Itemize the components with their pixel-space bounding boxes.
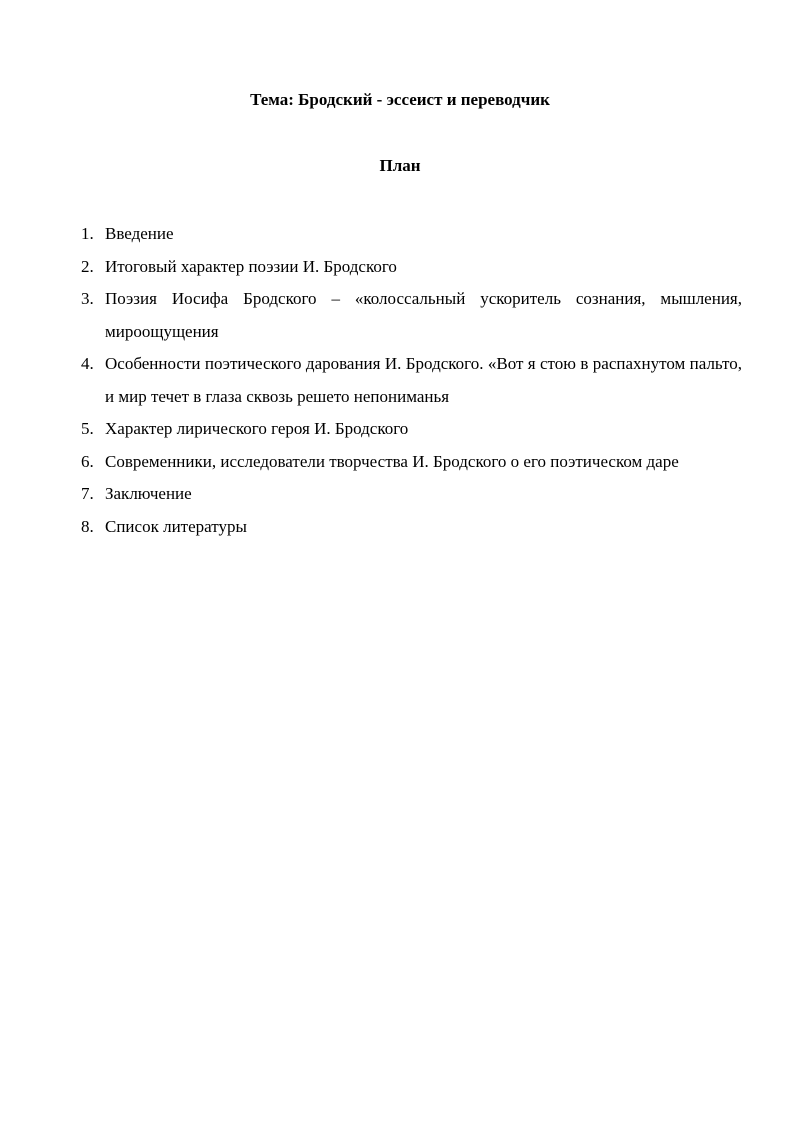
plan-item-5 (81, 413, 742, 446)
plan-item-text: Современники, исследователи творчества И. Бродского о его поэтическом даре (105, 451, 679, 471)
plan-item-text: Список литературы (105, 516, 247, 536)
plan-item-text: Характер лирического героя И. Бродского (105, 419, 409, 438)
plan-item-8 (81, 511, 742, 544)
plan-item-text: Особенности поэтического дарования И. Бродского. «Вот я стою в распахнутом пальто, и мир течет в глаза сквозь решето непониманья (105, 354, 742, 406)
plan-item-number: 5. (81, 419, 94, 438)
plan-item-number: 7. (81, 484, 94, 503)
plan-item-7 (81, 478, 742, 511)
plan-item-number: 4. (81, 354, 94, 373)
plan-list (81, 218, 742, 543)
plan-heading: План (379, 156, 421, 175)
plan-item-number: 8. (81, 516, 94, 536)
document-title: Тема: Бродский - эссеист и переводчик (250, 90, 550, 109)
plan-item-text: Итоговый характер поэзии И. Бродского (105, 256, 397, 276)
plan-item-1 (81, 218, 742, 251)
plan-item-number: 3. (81, 289, 94, 308)
plan-item-4 (81, 348, 742, 413)
plan-item-number: 6. (81, 451, 94, 471)
plan-item-text: Введение (105, 224, 174, 243)
plan-item-3 (81, 283, 742, 348)
plan-item-text: Поэзия Иосифа Бродского – «колоссальный ускоритель сознания, мышления, мироощущения (105, 289, 742, 341)
plan-item-number: 1. (81, 224, 94, 243)
plan-item-text: Заключение (105, 484, 192, 503)
plan-item-6 (81, 446, 742, 479)
plan-item-number: 2. (81, 256, 94, 276)
plan-item-2 (81, 251, 742, 284)
